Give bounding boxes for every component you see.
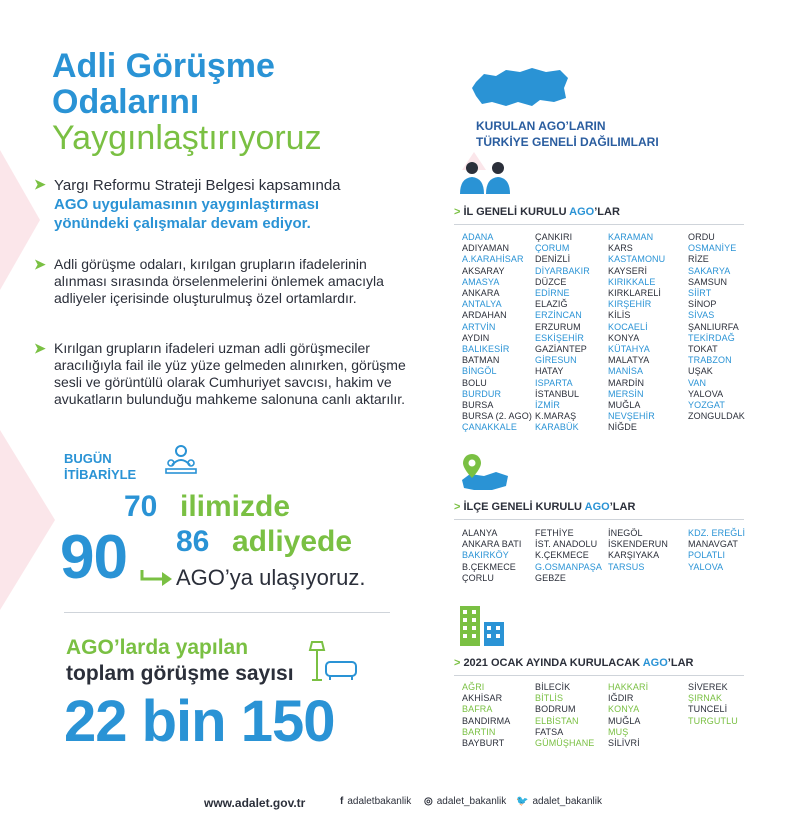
list-item: ISPARTA bbox=[535, 377, 573, 388]
list-item: VAN bbox=[688, 377, 707, 388]
list-item: TOKAT bbox=[688, 344, 718, 355]
list-item: MERSİN bbox=[608, 388, 644, 399]
il-col-3 bbox=[608, 232, 665, 434]
list-item: K.ÇEKMECE bbox=[535, 550, 589, 561]
list-item: BOLU bbox=[462, 377, 487, 388]
list-item: KARS bbox=[608, 243, 633, 254]
ilce-col-4 bbox=[688, 528, 745, 573]
list-item: TRABZON bbox=[688, 355, 732, 366]
list-item: TUNCELİ bbox=[688, 704, 728, 715]
list-item: YALOVA bbox=[688, 561, 724, 572]
list-item: K.MARAŞ bbox=[535, 411, 577, 422]
divider bbox=[454, 224, 744, 225]
list-item: IĞDIR bbox=[608, 693, 634, 704]
list-item: BODRUM bbox=[535, 704, 576, 715]
list-item: MUĞLA bbox=[608, 715, 641, 726]
total-label-1: AGO’larda yapılan bbox=[66, 636, 249, 659]
list-item: SAMSUN bbox=[688, 276, 728, 287]
list-item: İSKENDERUN bbox=[608, 539, 669, 550]
list-item: ÇANAKKALE bbox=[462, 422, 517, 433]
divider bbox=[454, 675, 744, 676]
list-item: HAKKARİ bbox=[608, 682, 649, 692]
list-item: KÜTAHYA bbox=[608, 344, 650, 355]
list-item: ELBİSTAN bbox=[535, 715, 579, 726]
list-item: SİVAS bbox=[688, 310, 715, 321]
list-item: BAKIRKÖY bbox=[462, 550, 509, 561]
list-item: FATSA bbox=[535, 726, 564, 737]
list-item: İZMİR bbox=[535, 400, 560, 411]
list-item: ÇANKIRI bbox=[535, 232, 573, 242]
ago-count: 90 bbox=[60, 523, 127, 592]
title-line-3: Yaygınlaştırıyoruz bbox=[52, 119, 322, 158]
list-item: BAYBURT bbox=[462, 738, 505, 749]
list-item: BAFRA bbox=[462, 704, 493, 715]
province-label: ilimizde bbox=[180, 490, 291, 523]
website-link[interactable]: www.adalet.gov.tr bbox=[204, 796, 306, 810]
instagram-icon: ◎ bbox=[424, 796, 433, 807]
courthouse-count: 86 bbox=[176, 525, 210, 558]
list-item: GAZİANTEP bbox=[535, 344, 587, 355]
list-item: BURDUR bbox=[462, 388, 502, 399]
list-item: ADANA bbox=[462, 232, 494, 242]
ocak-col-3 bbox=[608, 682, 648, 749]
ocak-col-4 bbox=[688, 682, 738, 727]
turkey-map-icon bbox=[470, 64, 570, 112]
list-item: SİNOP bbox=[688, 299, 717, 310]
facebook-link[interactable]: f adaletbakanlik bbox=[340, 796, 412, 807]
il-col-2 bbox=[535, 232, 590, 434]
bullet-strategy bbox=[34, 176, 414, 233]
bullet-arrow-icon: ➤ bbox=[34, 340, 46, 356]
distribution-title-2: TÜRKİYE GENELİ DAĞILIMLARI bbox=[476, 135, 659, 149]
total-interviews: 22 bin 150 bbox=[64, 689, 335, 754]
today-line-1: BUGÜN bbox=[64, 451, 112, 466]
list-item: KONYA bbox=[608, 704, 640, 715]
building-icon bbox=[458, 604, 508, 648]
list-item: ERZİNCAN bbox=[535, 310, 582, 321]
list-item: AKHİSAR bbox=[462, 693, 503, 704]
page-title bbox=[52, 48, 322, 156]
list-item: KONYA bbox=[608, 332, 640, 343]
list-item: DENİZLİ bbox=[535, 254, 571, 265]
list-item: TARSUS bbox=[608, 561, 645, 572]
list-item: FETHİYE bbox=[535, 528, 574, 538]
list-item: ADIYAMAN bbox=[462, 243, 510, 254]
ocak-col-1 bbox=[462, 682, 510, 749]
instagram-link[interactable]: ◎ adalet_bakanlik bbox=[424, 796, 507, 807]
il-section-header: > İL GENELİ KURULU AGO’LAR bbox=[454, 206, 620, 218]
section-arrow-icon: > bbox=[454, 657, 461, 669]
list-item: GİRESUN bbox=[535, 355, 577, 366]
list-item: POLATLI bbox=[688, 550, 726, 561]
courthouse-label: adliyede bbox=[232, 525, 353, 558]
list-item: KOCAELİ bbox=[608, 321, 648, 332]
list-item: EDİRNE bbox=[535, 288, 570, 299]
list-item: BARTIN bbox=[462, 726, 496, 737]
list-item: BURSA bbox=[462, 400, 494, 411]
list-item: G.OSMANPAŞA bbox=[535, 561, 602, 572]
list-item: ANTALYA bbox=[462, 299, 502, 310]
bullet-3-text: Kırılgan grupların ifadeleri uzman adli görüşmeciler aracılığıyla fail ile yüz yüze gelmeden alınırken, görüşme sesli ve görüntülü olarak Cumhuriyet savcısı, hakim ve avukatların bulunduğu mahkeme salonuna canlı aktarılır. bbox=[54, 340, 406, 407]
divider bbox=[454, 519, 744, 520]
list-item: KIRKLARELİ bbox=[608, 288, 662, 299]
list-item: ŞIRNAK bbox=[688, 693, 723, 704]
list-item: ALANYA bbox=[462, 528, 498, 538]
today-line-2: İTİBARİYLE bbox=[64, 467, 137, 482]
list-item: AĞRI bbox=[462, 682, 485, 692]
distribution-title bbox=[476, 118, 659, 150]
map-pin-icon bbox=[458, 452, 512, 494]
ilce-col-1 bbox=[462, 528, 521, 584]
facebook-icon: f bbox=[340, 796, 344, 807]
bullet-1-highlight-2: yönündeki çalışmalar devam ediyor. bbox=[54, 215, 311, 232]
list-item: ANKARA BATI bbox=[462, 539, 522, 550]
list-item: ZONGULDAK bbox=[688, 411, 745, 422]
list-item: UŞAK bbox=[688, 366, 713, 377]
list-item: RİZE bbox=[688, 254, 709, 265]
list-item: ŞANLIURFA bbox=[688, 321, 739, 332]
bullet-1-highlight-1: AGO uygulamasının yaygınlaştırması bbox=[54, 196, 320, 213]
list-item: ELAZIĞ bbox=[535, 299, 568, 310]
list-item: KIRIKKALE bbox=[608, 276, 656, 287]
list-item: MANAVGAT bbox=[688, 539, 738, 550]
list-item: YOZGAT bbox=[688, 400, 725, 411]
list-item: B.ÇEKMECE bbox=[462, 561, 516, 572]
list-item: NEVŞEHİR bbox=[608, 411, 655, 422]
ilce-col-2 bbox=[535, 528, 602, 584]
list-item: NİĞDE bbox=[608, 422, 638, 433]
ocak-col-2 bbox=[535, 682, 594, 749]
list-item: AYDIN bbox=[462, 332, 490, 343]
list-item: AKSARAY bbox=[462, 265, 505, 276]
list-item: TURGUTLU bbox=[688, 715, 738, 726]
distribution-title-1: KURULAN AGO’LARIN bbox=[476, 119, 606, 133]
list-item: MALATYA bbox=[608, 355, 650, 366]
province-count: 70 bbox=[124, 490, 158, 523]
title-line-2: Odalarını bbox=[52, 83, 200, 122]
section-arrow-icon: > bbox=[454, 206, 461, 218]
bullet-1-lead: Yargı Reformu Strateji Belgesi kapsamında bbox=[54, 177, 341, 194]
list-item: ARDAHAN bbox=[462, 310, 507, 321]
ilce-col-3 bbox=[608, 528, 668, 573]
list-item: ÇORUM bbox=[535, 243, 570, 254]
list-item: KARABÜK bbox=[535, 422, 579, 433]
sofa-lamp-icon bbox=[306, 640, 358, 684]
list-item: HATAY bbox=[535, 366, 564, 377]
list-item: ESKİŞEHİR bbox=[535, 332, 584, 343]
il-col-1 bbox=[462, 232, 532, 434]
list-item: BİTLİS bbox=[535, 693, 564, 704]
list-item: İNEGÖL bbox=[608, 528, 643, 538]
list-item: İST. ANADOLU bbox=[535, 539, 598, 550]
list-item: MARDİN bbox=[608, 377, 645, 388]
list-item: KAYSERİ bbox=[608, 265, 648, 276]
list-item: OSMANİYE bbox=[688, 243, 737, 254]
meeting-icon bbox=[163, 443, 199, 479]
ocak-section-header: > 2021 OCAK AYINDA KURULACAK AGO’LAR bbox=[454, 657, 694, 669]
twitter-icon: 🐦 bbox=[516, 796, 529, 807]
list-item: KARŞIYAKA bbox=[608, 550, 660, 561]
list-item: BİLECİK bbox=[535, 682, 571, 692]
list-item: İSTANBUL bbox=[535, 388, 580, 399]
list-item: ARTVİN bbox=[462, 321, 496, 332]
bullet-arrow-icon: ➤ bbox=[34, 256, 46, 272]
list-item: KARAMAN bbox=[608, 232, 654, 242]
bullet-arrow-icon: ➤ bbox=[34, 176, 46, 192]
decor-triangle bbox=[0, 430, 55, 610]
list-item: YALOVA bbox=[688, 388, 724, 399]
twitter-link[interactable]: 🐦 adalet_bakanlik bbox=[516, 796, 602, 807]
list-item: GEBZE bbox=[535, 572, 567, 583]
list-item: MUŞ bbox=[608, 726, 629, 737]
list-item: A.KARAHİSAR bbox=[462, 254, 524, 265]
list-item: KASTAMONU bbox=[608, 254, 666, 265]
list-item: TEKİRDAĞ bbox=[688, 332, 735, 343]
list-item: DİYARBAKIR bbox=[535, 265, 590, 276]
people-icon bbox=[458, 160, 514, 196]
list-item: SAKARYA bbox=[688, 265, 731, 276]
list-item: MUĞLA bbox=[608, 400, 641, 411]
list-item: ORDU bbox=[688, 232, 715, 242]
il-col-4 bbox=[688, 232, 745, 422]
today-label bbox=[64, 451, 136, 483]
ago-reach-text: AGO’ya ulaşıyoruz. bbox=[176, 565, 366, 590]
total-label-2: toplam görüşme sayısı bbox=[66, 662, 294, 685]
list-item: SİİRT bbox=[688, 288, 712, 299]
divider bbox=[64, 612, 390, 613]
list-item: KDZ. EREĞLİ bbox=[688, 528, 746, 538]
bullet-process bbox=[34, 340, 414, 408]
list-item: SİVEREK bbox=[688, 682, 728, 692]
ilce-section-header: > İLÇE GENELİ KURULU AGO’LAR bbox=[454, 501, 636, 513]
bullet-2-text: Adli görüşme odaları, kırılgan grupların ifadelerinin alınması sırasında örselenmelerini önlemek amacıyla adliyeler içerisinde oluşturulmuş özel ortamlardır. bbox=[54, 256, 384, 306]
list-item: SİLİVRİ bbox=[608, 738, 640, 749]
list-item: KIRŞEHİR bbox=[608, 299, 652, 310]
list-item: MANİSA bbox=[608, 366, 644, 377]
list-item: BANDIRMA bbox=[462, 715, 511, 726]
list-item: ERZURUM bbox=[535, 321, 581, 332]
section-arrow-icon: > bbox=[454, 501, 461, 513]
bullet-definition bbox=[34, 256, 414, 307]
list-item: ANKARA bbox=[462, 288, 500, 299]
list-item: DÜZCE bbox=[535, 276, 567, 287]
list-item: KİLİS bbox=[608, 310, 631, 321]
list-item: BİNGÖL bbox=[462, 366, 497, 377]
list-item: ÇORLU bbox=[462, 572, 495, 583]
list-item: AMASYA bbox=[462, 276, 500, 287]
list-item: GÜMÜŞHANE bbox=[535, 738, 595, 749]
arrow-right-icon bbox=[140, 566, 174, 588]
list-item: BURSA (2. AGO) bbox=[462, 411, 532, 422]
list-item: BALIKESİR bbox=[462, 344, 510, 355]
list-item: BATMAN bbox=[462, 355, 500, 366]
title-line-1: Adli Görüşme bbox=[52, 47, 275, 85]
